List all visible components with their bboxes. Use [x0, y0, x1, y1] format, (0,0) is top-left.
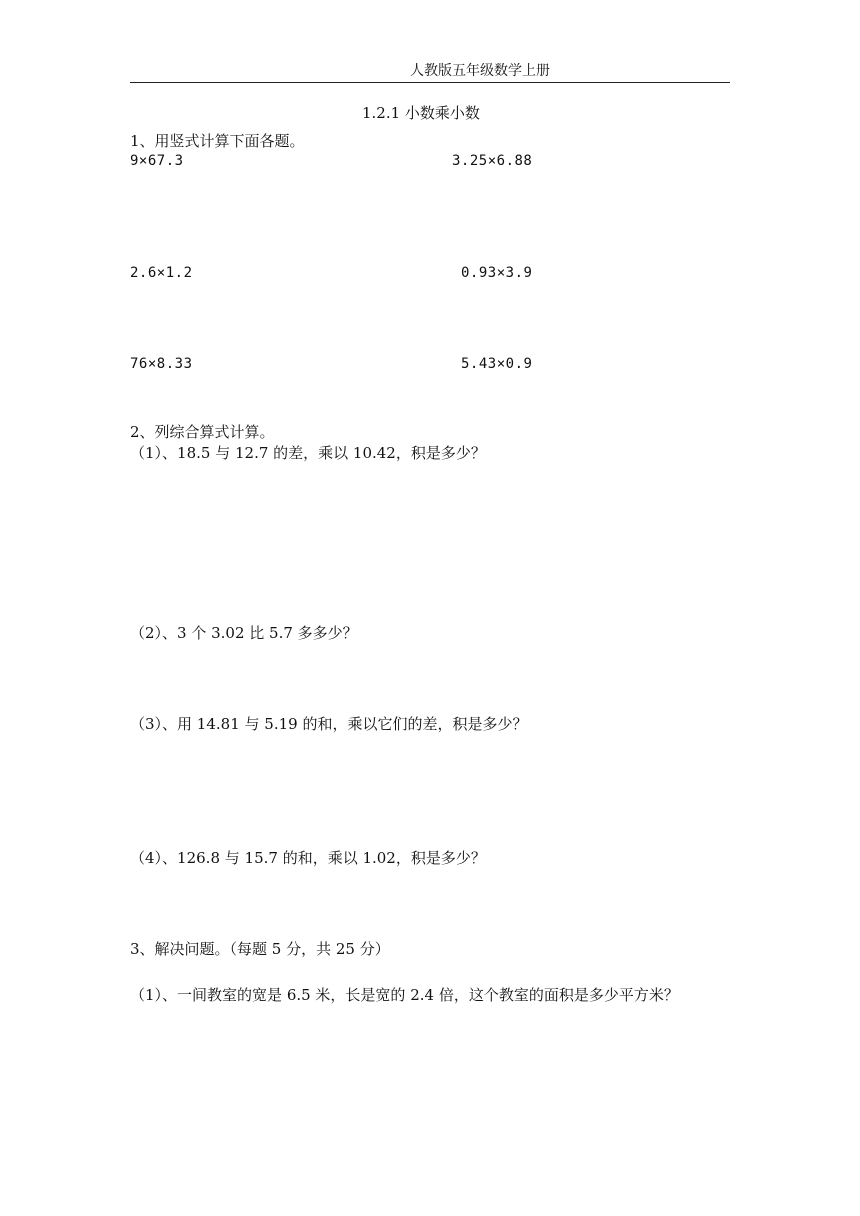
- calc-problem: 2.6×1.2: [130, 265, 193, 281]
- header-divider: [130, 82, 730, 83]
- worksheet-title: 1.2.1 小数乘小数: [362, 104, 480, 122]
- calc-problem: 3.25×6.88: [452, 153, 533, 169]
- word-question: （3）、用 14.81 与 5.19 的和，乘以它们的差，积是多少？: [130, 715, 528, 733]
- calc-problem: 0.93×3.9: [461, 265, 533, 281]
- calc-problem: 5.43×0.9: [461, 356, 533, 372]
- word-question: （2）、3 个 3.02 比 5.7 多多少？: [130, 624, 358, 642]
- page-header: 人教版五年级数学上册: [410, 63, 550, 79]
- calc-problem: 9×67.3: [130, 153, 184, 169]
- word-question: （1）、18.5 与 12.7 的差，乘以 10.42，积是多少？: [130, 444, 486, 462]
- section-3-heading: 3、解决问题。（每题 5 分，共 25 分）: [130, 940, 390, 958]
- section-1-heading: 1、用竖式计算下面各题。: [130, 132, 305, 150]
- word-question: （4）、126.8 与 15.7 的和，乘以 1.02，积是多少？: [130, 849, 486, 867]
- section-2-heading: 2、列综合算式计算。: [130, 423, 275, 441]
- word-question: （1）、一间教室的宽是 6.5 米，长是宽的 2.4 倍，这个教室的面积是多少平方米？: [130, 986, 679, 1004]
- calc-problem: 76×8.33: [130, 356, 193, 372]
